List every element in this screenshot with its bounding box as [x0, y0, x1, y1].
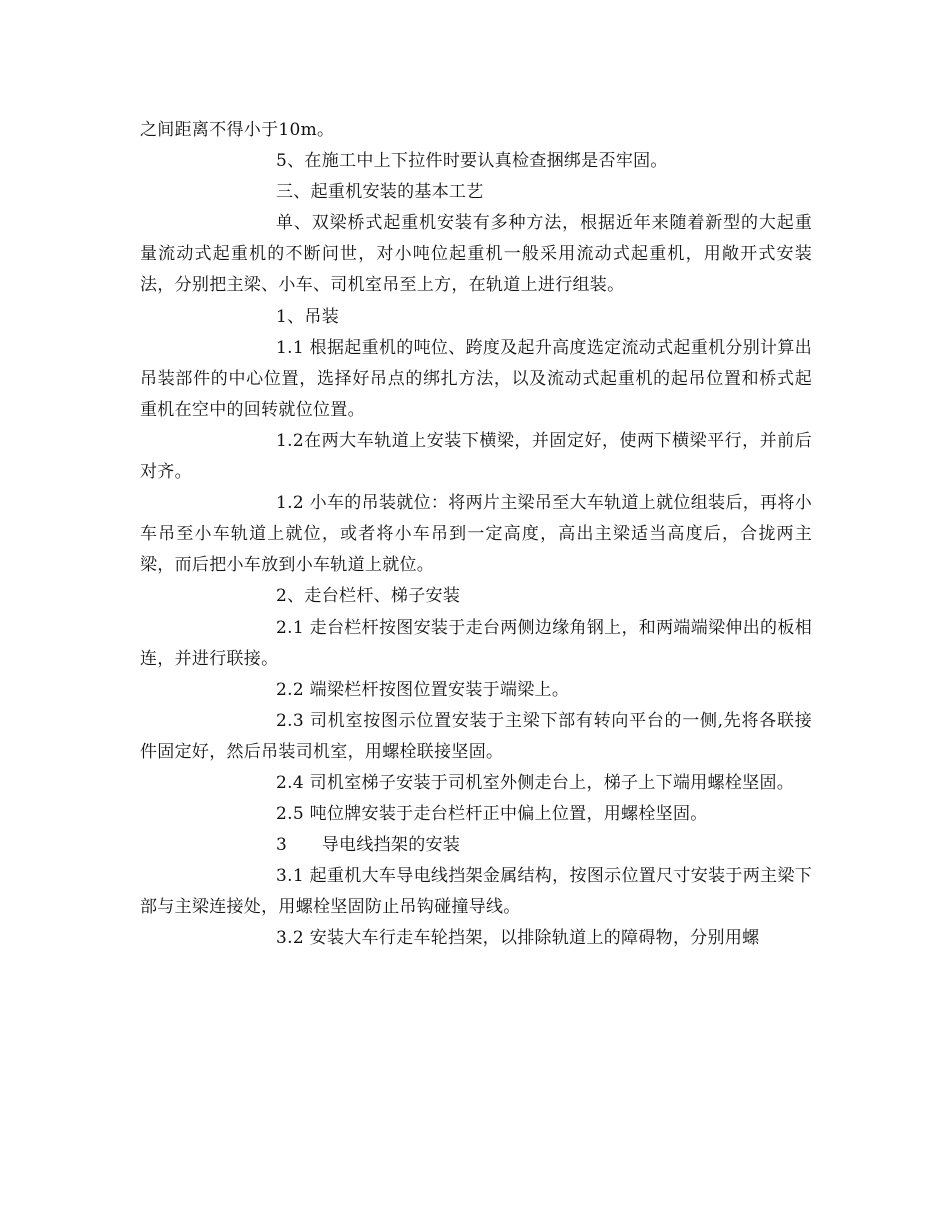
paragraph-1-2a: 1.2在两大车轨道上安装下横梁，并固定好，使两下横梁平行，并前后对齐。: [140, 430, 812, 483]
paragraph-2-1: 2.1 走台栏杆按图安装于走台两侧边缘角钢上，和两端端梁伸出的板相连，并进行联接。: [140, 617, 812, 669]
subheading-hoisting: 1、吊装: [276, 306, 340, 327]
document-page: [140, 115, 812, 955]
paragraph-2-3: 2.3 司机室按图示位置安装于主梁下部有转向平台的一侧,先将各联接件固定好，然后吊装司机室，用螺栓联接坚固。: [140, 710, 812, 762]
paragraph-2-2: 2.2 端梁栏杆按图位置安装于端梁上。: [276, 679, 570, 700]
paragraph-2-5: 2.5 吨位牌安装于走台栏杆正中偏上位置，用螺栓坚固。: [276, 804, 708, 825]
paragraph-1-2b: 1.2 小车的吊装就位：将两片主梁吊至大车轨道上就位组装后，再将小车吊至小车轨道上就位，或者将小车吊到一定高度，高出主梁适当高度后，合拢两主梁，而后把小车放到小车轨道上就位。: [140, 493, 812, 576]
paragraph-3-2: 3.2 安装大车行走车轮挡架，以排除轨道上的障碍物，分别用螺: [276, 928, 760, 949]
paragraph-1-1: 1.1 根据起重机的吨位、跨度及起升高度选定流动式起重机分别计算出吊装部件的中心位置，选择好吊点的绑扎方法，以及流动式起重机的起吊位置和桥式起重机在空中的回转就位位置。: [140, 337, 812, 420]
subheading-conductor-guard: 3 导电线挡架的安装: [276, 835, 461, 856]
subheading-railing-ladder: 2、走台栏杆、梯子安装: [276, 586, 461, 607]
paragraph-safety-item-5: 5、在施工中上下拉件时要认真检查捆绑是否牢固。: [276, 151, 668, 172]
section-heading-3: 三、起重机安装的基本工艺: [276, 182, 484, 203]
paragraph-2-4: 2.4 司机室梯子安装于司机室外侧走台上，梯子上下端用螺栓坚固。: [276, 772, 795, 793]
paragraph-3-1: 3.1 起重机大车导电线挡架金属结构，按图示位置尺寸安装于两主梁下部与主梁连接处，用螺栓坚固防止吊钩碰撞导线。: [140, 866, 812, 918]
paragraph-continuation: 之间距离不得小于10m。: [140, 120, 335, 140]
paragraph-intro: 单、双梁桥式起重机安装有多种方法，根据近年来随着新型的大起重量流动式起重机的不断问世，对小吨位起重机一般采用流动式起重机，用敞开式安装法，分别把主梁、小车、司机室吊至上方，在轨道上进行组装。: [140, 213, 812, 296]
